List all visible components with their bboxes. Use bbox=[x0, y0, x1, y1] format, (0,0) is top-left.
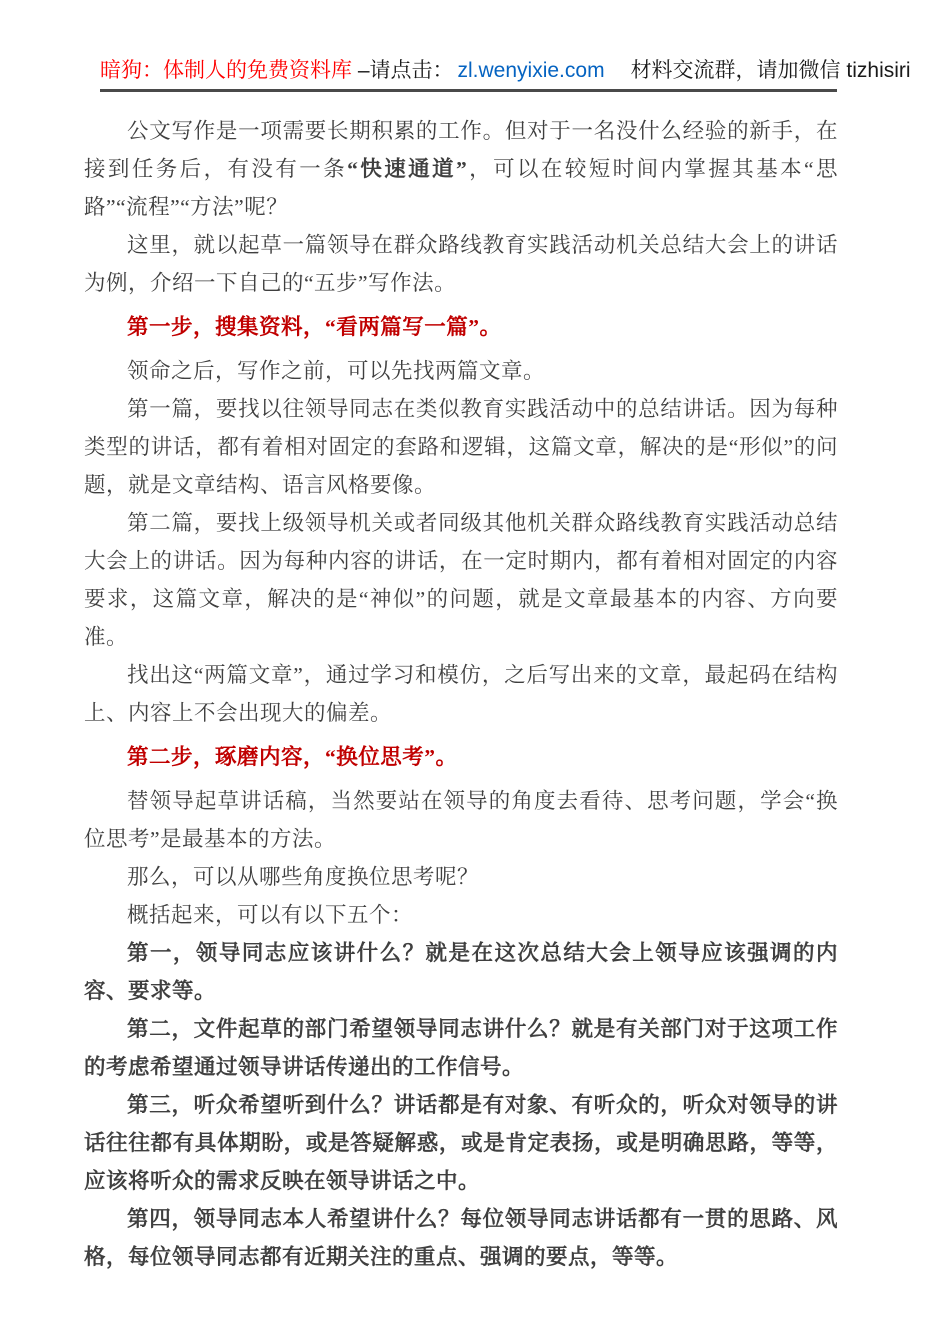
paragraph bbox=[84, 226, 838, 302]
section-heading bbox=[84, 308, 838, 346]
text-run: 第三，听众希望听到什么？讲话都是有对象、有听众的，听众对领导的讲话往往都有具体期盼，或是答疑解惑，或是肯定表扬，或是明确思路，等等，应该将听众的需求反映在领导讲话之中。 bbox=[84, 1093, 838, 1193]
text-run: 概括起来，可以有以下五个： bbox=[127, 903, 414, 927]
text-run: ，可以在较短时间内掌握其基本“思路”“流程”“方法”呢？ bbox=[84, 157, 838, 219]
text-run: 第二篇，要找上级领导机关或者同级其他机关群众路线教育实践活动总结大会上的讲话。因为每种内容的讲话，在一定时期内，都有着相对固定的内容要求，这篇文章，解决的是“神似”的问题，就是文章最基本的内容、方向要准。 bbox=[84, 511, 838, 649]
paragraph bbox=[84, 1200, 838, 1276]
document-body bbox=[84, 112, 838, 1276]
section-heading bbox=[84, 738, 838, 776]
paragraph bbox=[84, 782, 838, 858]
paragraph bbox=[84, 1086, 838, 1200]
text-run: 替领导起草讲话稿，当然要站在领导的角度去看待、思考问题，学会“换位思考”是最基本的方法。 bbox=[84, 789, 838, 851]
text-run: 那么，可以从哪些角度换位思考呢？ bbox=[127, 865, 480, 889]
paragraph bbox=[84, 1010, 838, 1086]
paragraph bbox=[84, 112, 838, 226]
paragraph bbox=[84, 390, 838, 504]
text-run: 这里，就以起草一篇领导在群众路线教育实践活动机关总结大会上的讲话为例，介绍一下自己的“五步”写作法。 bbox=[84, 233, 838, 295]
text-run: 公文写作是一项需要长期积累的工作。但对于一名没什么经验的新手，在接到任务后，有没有一条 bbox=[84, 119, 838, 181]
paragraph bbox=[84, 896, 838, 934]
text-run: 找出这“两篇文章”，通过学习和模仿，之后写出来的文章，最起码在结构上、内容上不会出现大的偏差。 bbox=[84, 663, 838, 725]
text-run: 第四，领导同志本人希望讲什么？每位领导同志讲话都有一贯的思路、风格，每位领导同志都有近期关注的重点、强调的要点，等等。 bbox=[84, 1207, 838, 1269]
promo-brand-text: 暗狗：体制人的免费资料库 bbox=[100, 59, 352, 82]
promo-header bbox=[100, 0, 911, 92]
text-run: “快速通道” bbox=[347, 157, 468, 181]
text-run: 第一步，搜集资料，“看两篇写一篇”。 bbox=[127, 315, 502, 339]
paragraph bbox=[84, 934, 838, 1010]
paragraph bbox=[84, 656, 838, 732]
paragraph bbox=[84, 352, 838, 390]
promo-link[interactable]: zl.wenyixie.com bbox=[457, 59, 605, 82]
text-run: 第二步，琢磨内容，“换位思考”。 bbox=[127, 745, 458, 769]
text-run: 第一篇，要找以往领导同志在类似教育实践活动中的总结讲话。因为每种类型的讲话，都有着相对固定的套路和逻辑，这篇文章，解决的是“形似”的问题，就是文章结构、语言风格要像。 bbox=[84, 397, 838, 497]
paragraph bbox=[84, 858, 838, 896]
text-run: 第二，文件起草的部门希望领导同志讲什么？就是有关部门对于这项工作的考虑希望通过领导讲话传递出的工作信号。 bbox=[84, 1017, 838, 1079]
promo-wechat-note: 材料交流群，请加微信 tizhisiri bbox=[630, 59, 911, 82]
promo-click-prompt: –请点击： bbox=[352, 59, 454, 82]
paragraph bbox=[84, 504, 838, 656]
text-run: 领命之后，写作之前，可以先找两篇文章。 bbox=[127, 359, 546, 383]
text-run: 第一，领导同志应该讲什么？就是在这次总结大会上领导应该强调的内容、要求等。 bbox=[84, 941, 838, 1003]
